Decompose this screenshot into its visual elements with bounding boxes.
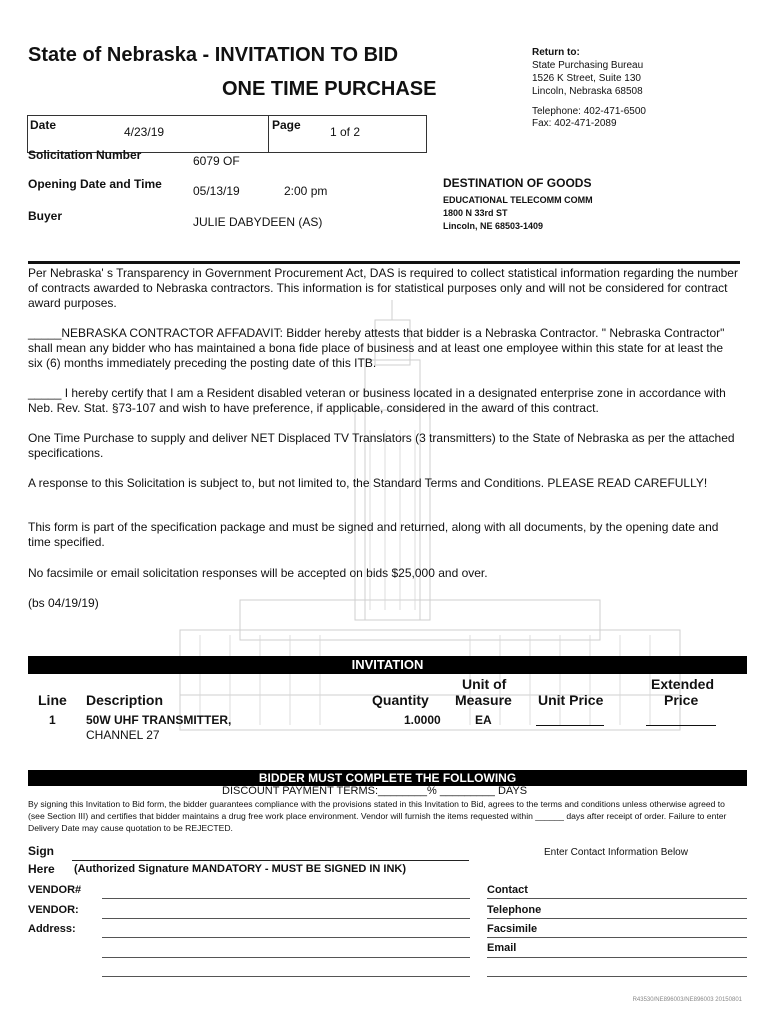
vendor-field[interactable]: [102, 918, 470, 919]
facsimile-notice: No facsimile or email solicitation responses will be accepted on bids $25,000 and over.: [28, 566, 488, 580]
col-uom-2: Measure: [455, 692, 512, 708]
contact-field[interactable]: [487, 898, 747, 899]
return-notice: This form is part of the specification package and must be signed and returned, along with all documents, by the opening date and time specified.: [28, 520, 719, 549]
page-label: Page: [272, 118, 301, 132]
purchase-description: One Time Purchase to supply and deliver NET Displaced TV Translators (3 transmitters) to the State of Nebraska as per the attached specifications.: [28, 431, 735, 460]
address-field-3[interactable]: [102, 976, 470, 977]
return-fax: Fax: 402-471-2089: [532, 118, 617, 129]
telephone-field[interactable]: [487, 918, 747, 919]
address-field-1[interactable]: [102, 937, 470, 938]
sign-label: Sign: [28, 844, 54, 858]
destination-line: EDUCATIONAL TELECOMM COMM: [443, 195, 593, 205]
page-title: State of Nebraska - INVITATION TO BID: [28, 44, 399, 66]
invitation-bar: INVITATION: [28, 656, 747, 674]
col-uom-1: Unit of: [462, 676, 507, 692]
destination-of-goods: [443, 176, 593, 233]
return-address: [532, 46, 643, 98]
return-line: Lincoln, Nebraska 68508: [532, 86, 643, 97]
solicitation-value: 6079 OF: [193, 154, 240, 168]
return-contact: [532, 106, 646, 130]
contact-label: Contact: [487, 884, 528, 896]
col-extended-2: Price: [664, 692, 699, 708]
facsimile-label: Facsimile: [487, 923, 538, 935]
destination-line: Lincoln, NE 68503-1409: [443, 221, 544, 231]
date-value: 4/23/19: [124, 125, 165, 139]
transparency-paragraph: Per Nebraska' s Transparency in Government Procurement Act, DAS is required to collect statistical information regarding the number of contracts awarded to Nebraska contractors. This information is for statistical purposes only and will not be considered for contract award purposes.: [28, 266, 738, 310]
email-label: Email: [487, 942, 517, 954]
return-line: 1526 K Street, Suite 130: [532, 73, 641, 84]
extended-price-field[interactable]: [646, 725, 716, 726]
return-heading: Return to:: [532, 47, 580, 58]
opening-time: 2:00 pm: [284, 184, 328, 198]
row-quantity: 1.0000: [404, 713, 441, 727]
contractor-affidavit: _____NEBRASKA CONTRACTOR AFFADAVIT: Bidder hereby attests that bidder is a Nebraska Contractor. " Nebraska Contractor" shall mean any bidder who has maintained a bona fide place of business and at least one employee within this state for at least the six (6) months immediately preceding the posting date of this ITB.: [28, 326, 725, 370]
col-extended-1: Extended: [651, 676, 715, 692]
authorized-signature-note: (Authorized Signature MANDATORY - MUST BE SIGNED IN INK): [74, 863, 407, 875]
page-value: 1 of 2: [330, 125, 361, 139]
discount-terms: DISCOUNT PAYMENT TERMS:________% _________ DAYS: [222, 785, 528, 797]
facsimile-field[interactable]: [487, 937, 747, 938]
date-label: Date: [30, 118, 57, 132]
opening-date: 05/13/19: [193, 184, 240, 198]
col-line: Line: [38, 692, 67, 708]
vendor-label: VENDOR:: [28, 904, 79, 916]
unit-price-field[interactable]: [536, 725, 604, 726]
bidder-statement: By signing this Invitation to Bid form, the bidder guarantees compliance with the provisions stated in this Invitation to Bid, agrees to the terms and conditions unless otherwise agreed to (see Section III) and certifies that bidder maintains a drug free work place environment. Vendor will furnish the items requested within ______ days after receipt of order. Failure to enter Delivery Date may cause quotation to be REJECTED.: [28, 799, 727, 833]
enter-contact-note: Enter Contact Information Below: [544, 847, 688, 858]
destination-heading: DESTINATION OF GOODS: [443, 176, 592, 190]
signature-line[interactable]: [72, 860, 469, 861]
col-quantity: Quantity: [372, 692, 429, 708]
revision-code: (bs 04/19/19): [28, 596, 99, 610]
destination-line: 1800 N 33rd ST: [443, 208, 508, 218]
vendor-number-label: VENDOR#: [28, 884, 82, 896]
email-field[interactable]: [487, 957, 747, 958]
buyer-value: JULIE DABYDEEN (AS): [193, 215, 323, 229]
vendor-number-field[interactable]: [102, 898, 470, 899]
col-unit-price: Unit Price: [538, 692, 604, 708]
return-line: State Purchasing Bureau: [532, 60, 644, 71]
opening-label: Opening Date and Time: [28, 177, 162, 191]
section-divider: [28, 261, 740, 264]
return-telephone: Telephone: 402-471-6500: [532, 106, 646, 117]
veteran-certification: _____ I hereby certify that I am a Resident disabled veteran or business located in a designated enterprise zone in accordance with Neb. Rev. Stat. §73-107 and wish to have preference, if applicable, considered in the award of this contract.: [28, 386, 726, 415]
address-label: Address:: [28, 923, 76, 935]
col-description: Description: [86, 692, 164, 708]
solicitation-label: Solicitation Number: [28, 148, 142, 162]
email-field-2[interactable]: [487, 976, 747, 977]
bidder-bar: BIDDER MUST COMPLETE THE FOLLOWING: [28, 770, 747, 786]
row-uom: EA: [475, 713, 492, 727]
telephone-label: Telephone: [487, 904, 542, 916]
footer-code: R43530/NE896003/NE896003 20150801: [632, 997, 742, 1003]
address-field-2[interactable]: [102, 957, 470, 958]
row-line: 1: [49, 713, 56, 727]
page-subtitle: ONE TIME PURCHASE: [222, 78, 437, 100]
row-description-2: CHANNEL 27: [86, 728, 160, 742]
terms-notice: A response to this Solicitation is subject to, but not limited to, the Standard Terms and Conditions. PLEASE READ CAREFULLY!: [28, 476, 708, 490]
row-description-1: 50W UHF TRANSMITTER,: [86, 713, 232, 727]
here-label: Here: [28, 862, 55, 876]
buyer-label: Buyer: [28, 209, 63, 223]
